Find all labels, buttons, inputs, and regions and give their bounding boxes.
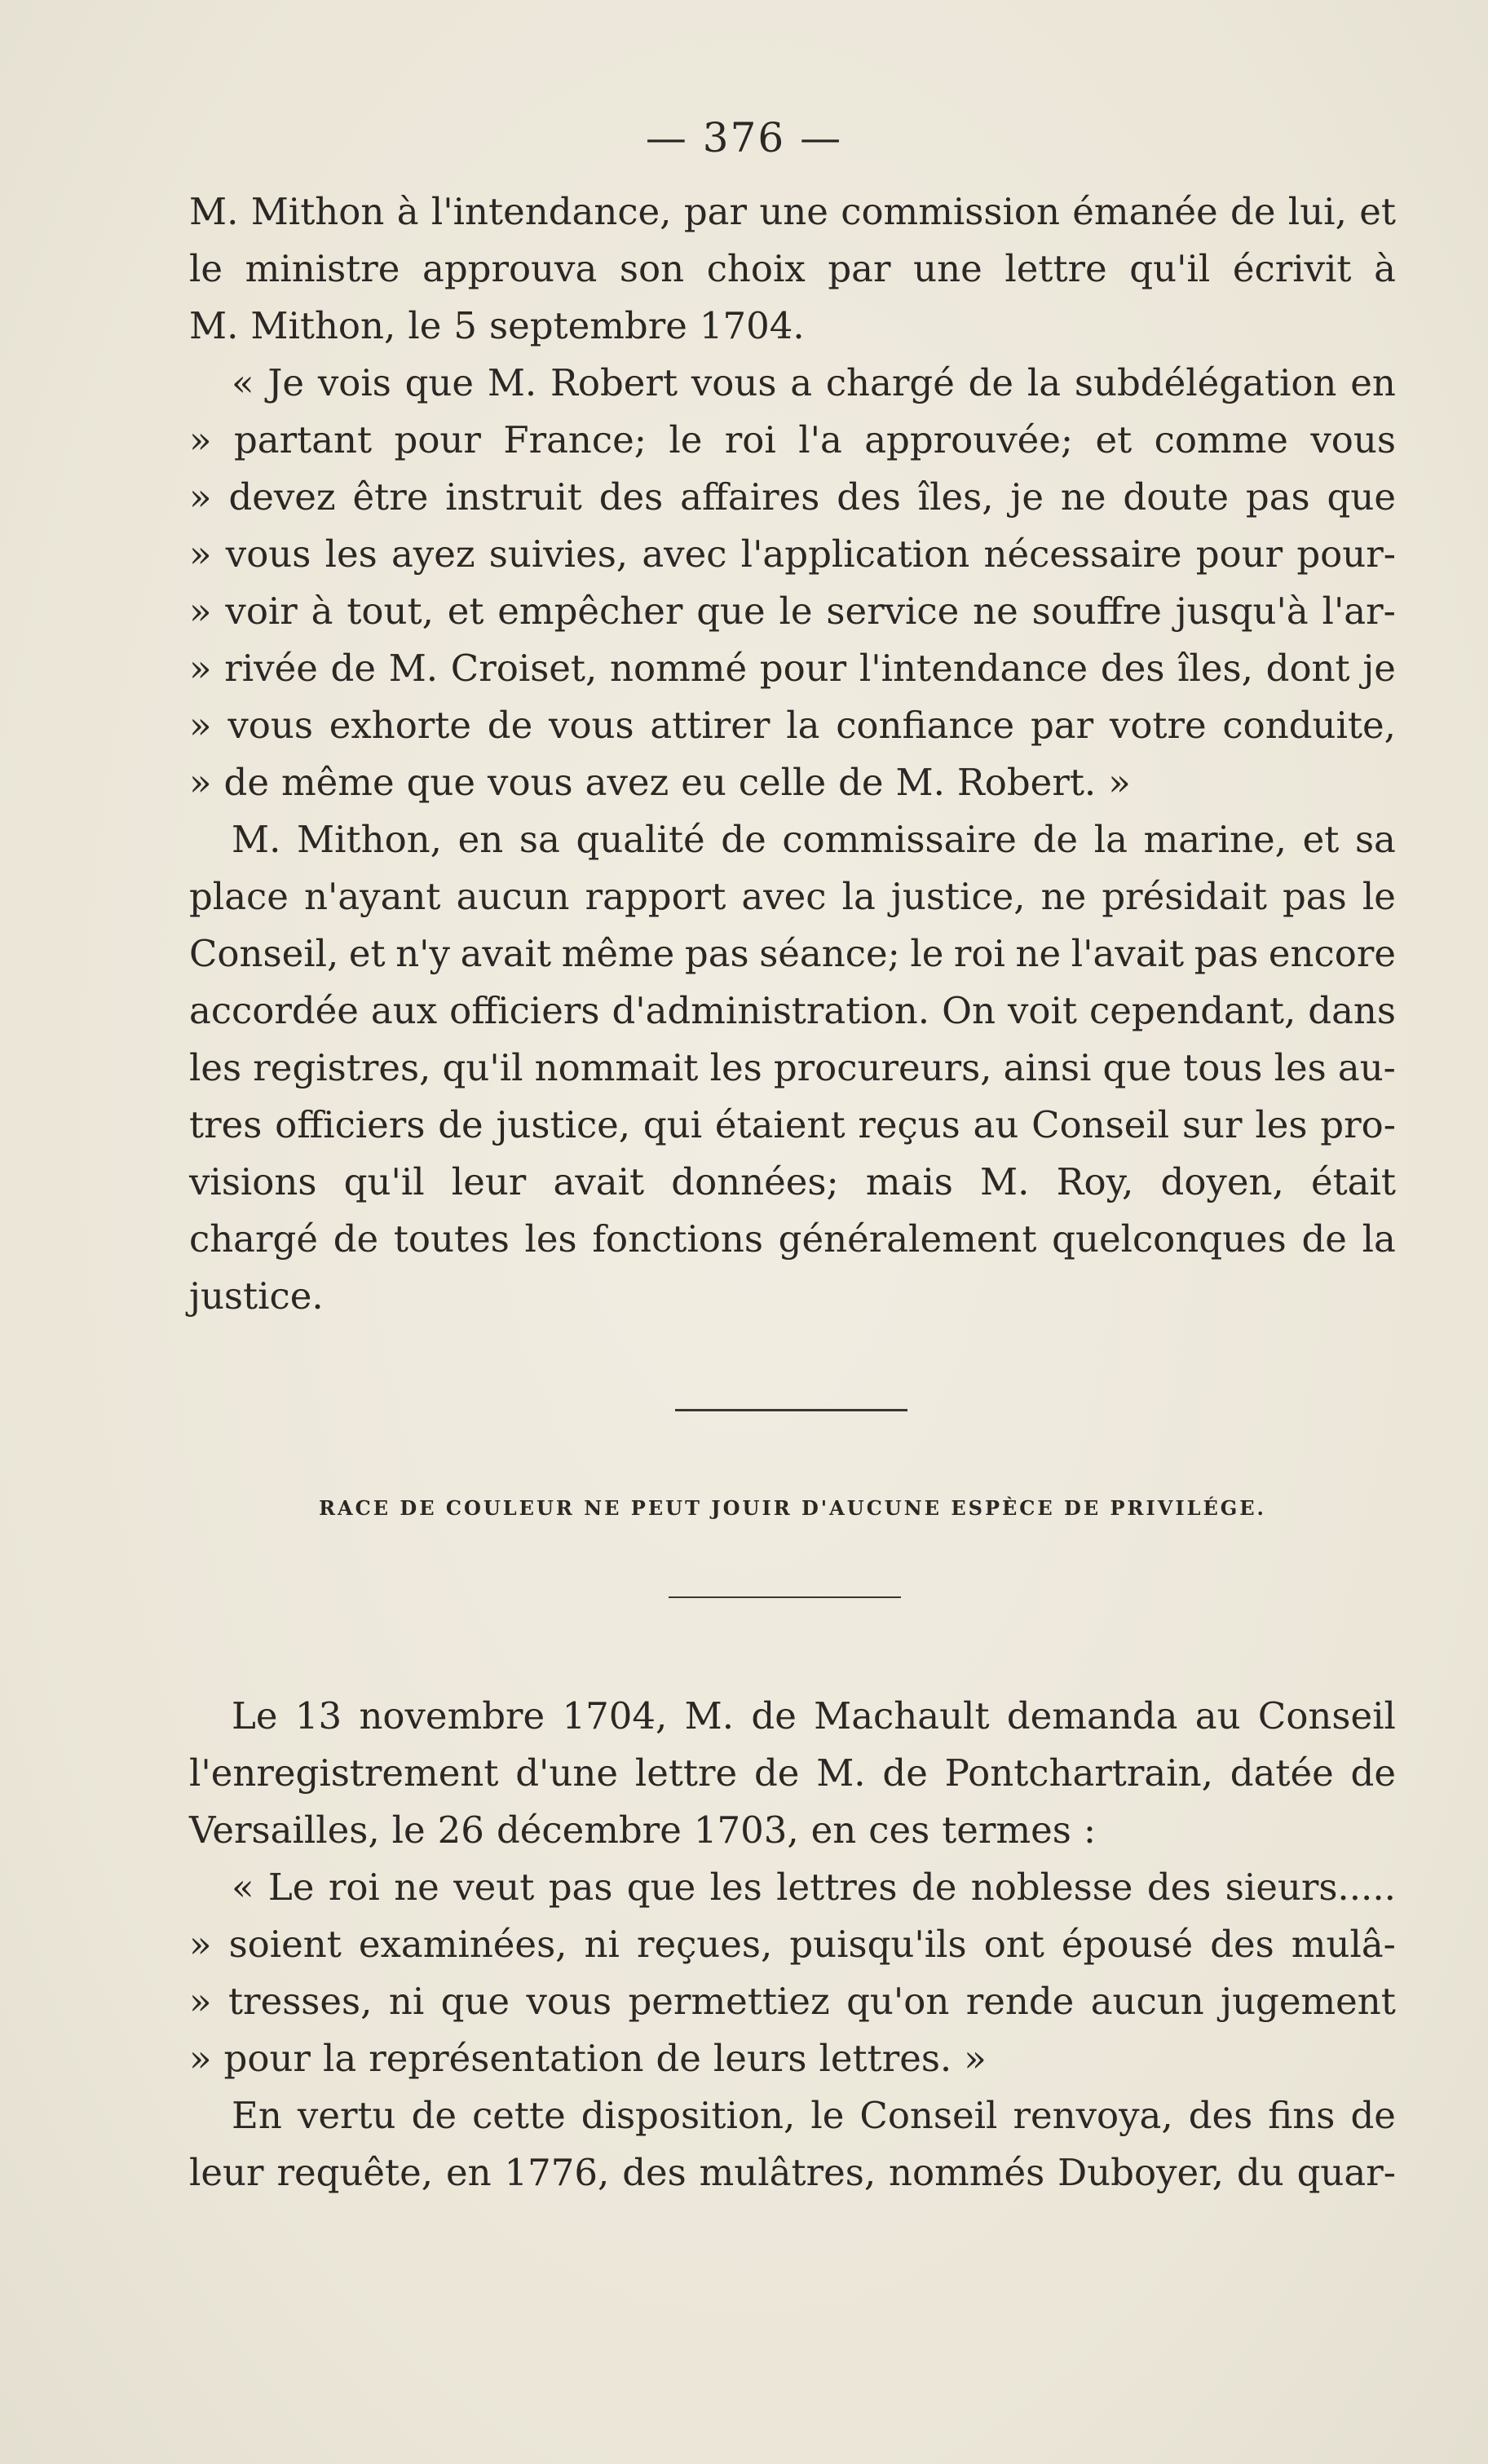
text-line: M. Mithon, en sa qualité de commissaire de la marine, et sa	[232, 818, 1396, 861]
text-line: le ministre approuva son choix par une lettre qu'il écrivit à	[189, 247, 1396, 290]
text-line: tres officiers de justice, qui étaient reçus au Conseil sur les pro-	[189, 1103, 1396, 1146]
text-line: accordée aux officiers d'administration. On voit cependant, dans	[189, 989, 1396, 1032]
divider-rule-top	[675, 1409, 907, 1411]
text-block-1	[189, 183, 1396, 1325]
text-line: « Le roi ne veut pas que les lettres de noblesse des sieurs.....	[232, 1866, 1396, 1909]
text-line: » devez être instruit des affaires des îles, je ne doute pas que	[189, 475, 1396, 519]
text-line: M. Mithon à l'intendance, par une commission émanée de lui, et	[189, 190, 1396, 233]
text-line: » pour la représentation de leurs lettres. »	[189, 2037, 987, 2080]
text-line: M. Mithon, le 5 septembre 1704.	[189, 304, 805, 347]
text-block-2	[189, 1688, 1396, 2201]
text-line: l'enregistrement d'une lettre de M. de Pontchartrain, datée de	[189, 1751, 1396, 1795]
text-line: » vous exhorte de vous attirer la confiance par votre conduite,	[189, 704, 1396, 747]
text-line: Le 13 novembre 1704, M. de Machault demanda au Conseil	[232, 1694, 1396, 1738]
text-line: » vous les ayez suivies, avec l'application nécessaire pour pour-	[189, 532, 1396, 576]
section-heading: RACE DE COULEUR NE PEUT JOUIR D'AUCUNE ESPÈCE DE PRIVILÉGE.	[319, 1496, 1266, 1520]
text-line: Conseil, et n'y avait même pas séance; le roi ne l'avait pas encore	[189, 932, 1396, 975]
text-line: Versailles, le 26 décembre 1703, en ces termes :	[189, 1808, 1097, 1852]
text-line: » partant pour France; le roi l'a approuvée; et comme vous	[189, 418, 1396, 461]
text-line: En vertu de cette disposition, le Conseil renvoya, des fins de	[232, 2094, 1396, 2137]
text-line: » tresses, ni que vous permettiez qu'on rende aucun jugement	[189, 1980, 1396, 2023]
text-line: » voir à tout, et empêcher que le service ne souffre jusqu'à l'ar-	[189, 590, 1396, 633]
text-line: place n'ayant aucun rapport avec la justice, ne présidait pas le	[189, 875, 1396, 918]
text-line: » rivée de M. Croiset, nommé pour l'intendance des îles, dont je	[189, 647, 1396, 690]
page-number: — 376 —	[645, 114, 843, 161]
text-line: les registres, qu'il nommait les procureurs, ainsi que tous les au-	[189, 1046, 1396, 1089]
text-line: » de même que vous avez eu celle de M. Robert. »	[189, 761, 1131, 804]
text-line: justice.	[189, 1274, 324, 1318]
text-line: chargé de toutes les fonctions généralement quelconques de la	[189, 1217, 1396, 1261]
text-line: « Je vois que M. Robert vous a chargé de la subdélégation en	[232, 361, 1396, 404]
divider-rule-bottom	[669, 1596, 901, 1598]
text-line: » soient examinées, ni reçues, puisqu'ils ont épousé des mulâ-	[189, 1923, 1396, 1966]
text-line: visions qu'il leur avait données; mais M. Roy, doyen, était	[189, 1160, 1396, 1203]
text-line: leur requête, en 1776, des mulâtres, nommés Duboyer, du quar-	[189, 2151, 1396, 2194]
